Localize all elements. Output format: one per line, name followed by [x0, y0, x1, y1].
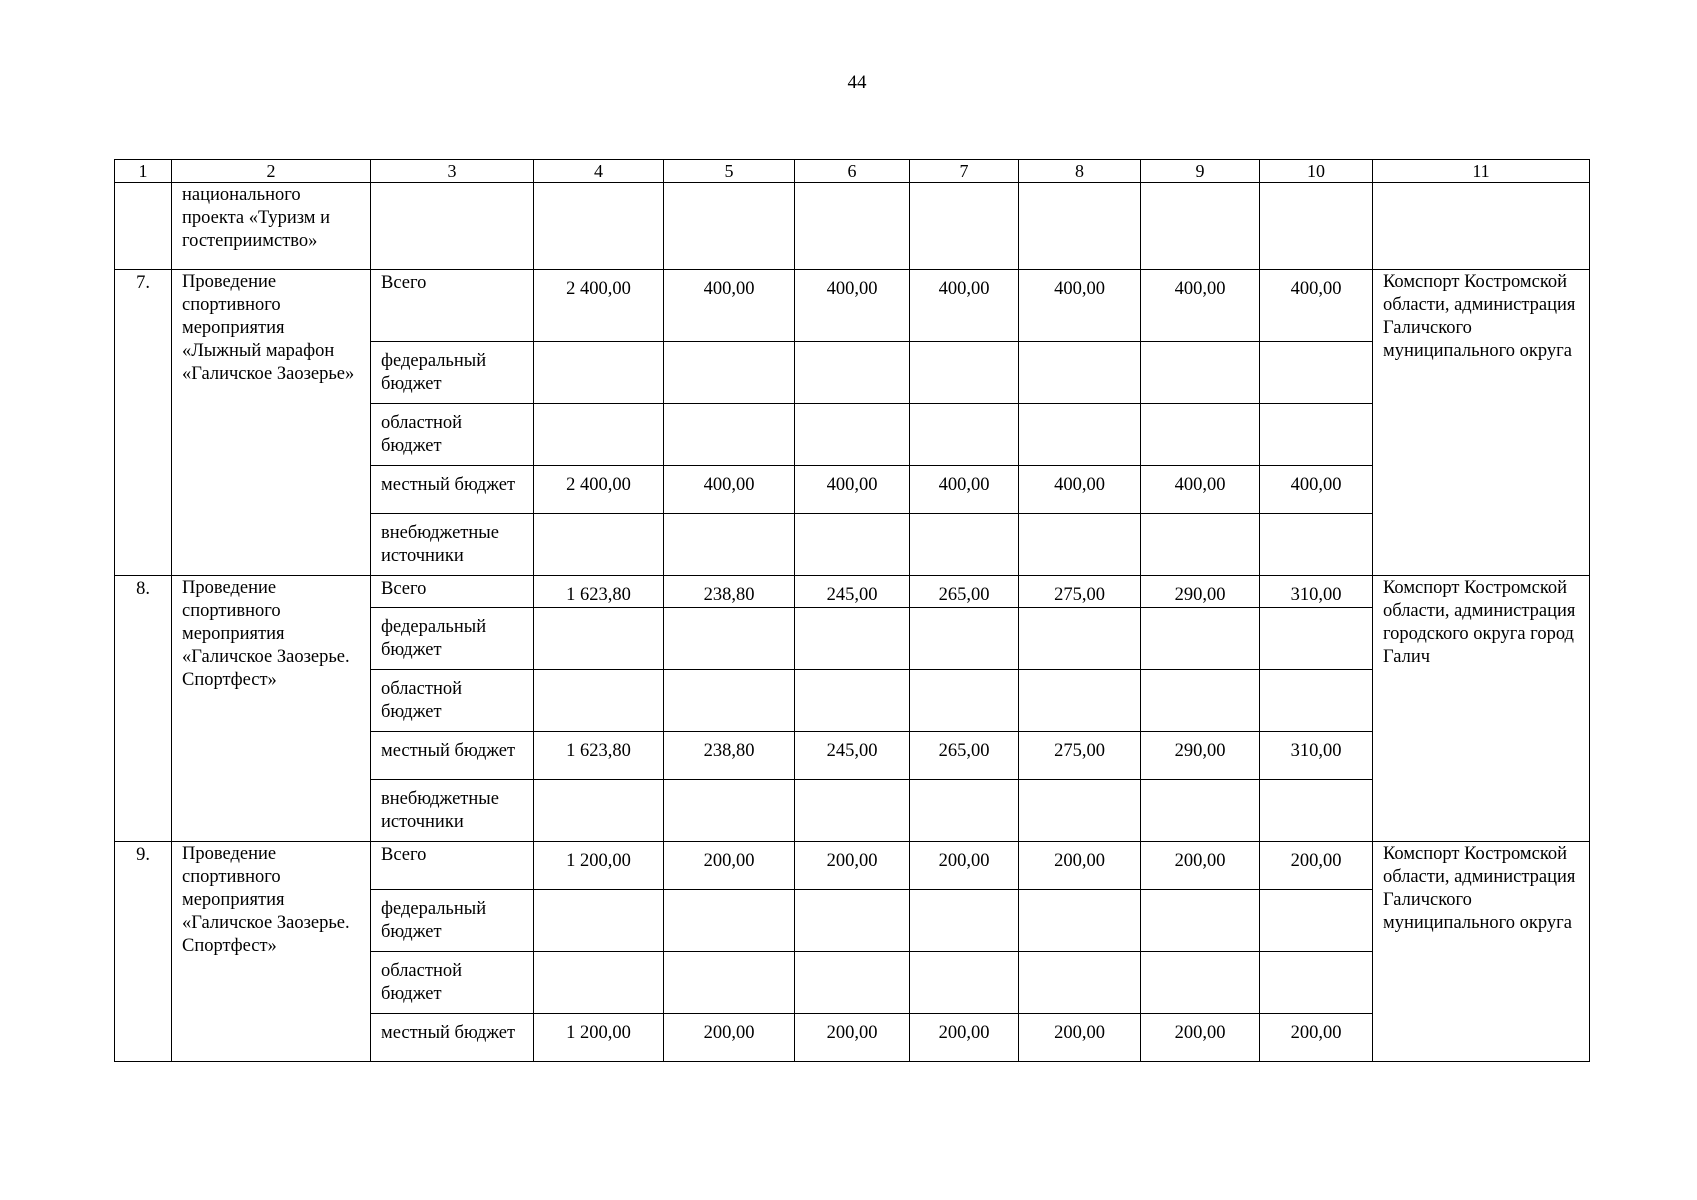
funding-value: [1141, 514, 1260, 576]
funding-value: 200,00: [1260, 1014, 1373, 1062]
funding-value: 400,00: [910, 466, 1019, 514]
funding-value: [1141, 342, 1260, 404]
page-number: 44: [847, 72, 867, 93]
funding-value: [1141, 890, 1260, 952]
funding-value: [1019, 890, 1141, 952]
cell-empty: [795, 183, 910, 270]
funding-value: [1260, 890, 1373, 952]
funding-value: [534, 608, 664, 670]
continuation-name: национального проекта «Туризм и гостеприимство»: [172, 183, 371, 270]
funding-value: 200,00: [1019, 1014, 1141, 1062]
funding-value: [795, 608, 910, 670]
funding-value: [795, 514, 910, 576]
funding-source-label: местный бюджет: [371, 732, 534, 780]
funding-value: 200,00: [1260, 842, 1373, 890]
funding-value: 245,00: [795, 576, 910, 608]
funding-value: [1260, 952, 1373, 1014]
event-name: Проведение спортивного мероприятия «Лыжный марафон «Галичское Заозерье»: [172, 270, 371, 576]
funding-value: [1141, 404, 1260, 466]
funding-source-label: Всего: [371, 842, 534, 890]
source-row: [115, 842, 1590, 890]
row-number: 8.: [115, 576, 172, 842]
funding-value: 310,00: [1260, 576, 1373, 608]
funding-value: [910, 952, 1019, 1014]
funding-value: [910, 780, 1019, 842]
event-name: Проведение спортивного мероприятия «Галичское Заозерье. Спортфест»: [172, 842, 371, 1062]
funding-value: 1 200,00: [534, 1014, 664, 1062]
funding-value: [795, 952, 910, 1014]
funding-source-label: местный бюджет: [371, 1014, 534, 1062]
funding-value: [1260, 404, 1373, 466]
funding-value: 275,00: [1019, 732, 1141, 780]
column-number: 2: [172, 160, 371, 183]
continuation-row: [115, 183, 1590, 270]
column-number: 3: [371, 160, 534, 183]
funding-value: 200,00: [795, 842, 910, 890]
column-number: 7: [910, 160, 1019, 183]
executor: Комспорт Костромской области, администрация Галичского муниципального округа: [1373, 842, 1590, 1062]
funding-value: 238,80: [664, 576, 795, 608]
funding-source-label: областной бюджет: [371, 404, 534, 466]
funding-value: [664, 342, 795, 404]
funding-value: 290,00: [1141, 732, 1260, 780]
funding-value: 200,00: [1019, 842, 1141, 890]
funding-source-label: областной бюджет: [371, 952, 534, 1014]
funding-value: 400,00: [1019, 466, 1141, 514]
funding-value: 400,00: [1260, 466, 1373, 514]
funding-value: [1141, 780, 1260, 842]
funding-value: [795, 670, 910, 732]
funding-value: 400,00: [910, 270, 1019, 342]
funding-value: [1141, 952, 1260, 1014]
funding-source-label: федеральный бюджет: [371, 608, 534, 670]
funding-value: 265,00: [910, 732, 1019, 780]
funding-value: [795, 342, 910, 404]
funding-value: 200,00: [1141, 1014, 1260, 1062]
funding-source-label: внебюджетные источники: [371, 514, 534, 576]
funding-value: [534, 890, 664, 952]
funding-value: [664, 780, 795, 842]
column-number: 9: [1141, 160, 1260, 183]
row-number: 7.: [115, 270, 172, 576]
funding-value: 200,00: [910, 842, 1019, 890]
funding-value: 400,00: [1019, 270, 1141, 342]
cell-empty: [1019, 183, 1141, 270]
cell-empty: [371, 183, 534, 270]
column-numbers-row: [115, 160, 1590, 183]
row-number: 9.: [115, 842, 172, 1062]
cell-empty: [1260, 183, 1373, 270]
funding-value: 265,00: [910, 576, 1019, 608]
funding-value: [1141, 608, 1260, 670]
funding-value: [664, 404, 795, 466]
funding-value: 1 623,80: [534, 576, 664, 608]
funding-value: 400,00: [795, 466, 910, 514]
funding-value: [534, 670, 664, 732]
funding-source-label: Всего: [371, 576, 534, 608]
source-row: [115, 576, 1590, 608]
funding-value: 200,00: [664, 1014, 795, 1062]
funding-value: [1260, 780, 1373, 842]
funding-value: [1141, 670, 1260, 732]
funding-value: [1019, 514, 1141, 576]
funding-source-label: федеральный бюджет: [371, 342, 534, 404]
funding-value: 275,00: [1019, 576, 1141, 608]
funding-value: [1019, 608, 1141, 670]
funding-value: [534, 780, 664, 842]
funding-value: [1260, 514, 1373, 576]
funding-value: 2 400,00: [534, 270, 664, 342]
funding-value: [910, 342, 1019, 404]
funding-value: 1 623,80: [534, 732, 664, 780]
funding-value: 290,00: [1141, 576, 1260, 608]
cell-empty: [1141, 183, 1260, 270]
funding-value: [534, 342, 664, 404]
funding-value: [664, 952, 795, 1014]
funding-value: [1019, 952, 1141, 1014]
column-number: 4: [534, 160, 664, 183]
funding-value: 200,00: [910, 1014, 1019, 1062]
funding-value: [1019, 670, 1141, 732]
table-body: [115, 160, 1590, 1062]
funding-value: [1260, 608, 1373, 670]
funding-value: 400,00: [1141, 270, 1260, 342]
funding-value: 400,00: [795, 270, 910, 342]
funding-value: [1019, 342, 1141, 404]
column-number: 5: [664, 160, 795, 183]
funding-value: 400,00: [664, 466, 795, 514]
column-number: 6: [795, 160, 910, 183]
cell-empty: [910, 183, 1019, 270]
executor: Комспорт Костромской области, администрация городского округа город Галич: [1373, 576, 1590, 842]
funding-value: [664, 514, 795, 576]
funding-value: [910, 890, 1019, 952]
funding-value: [1019, 404, 1141, 466]
funding-value: [795, 890, 910, 952]
funding-value: 400,00: [664, 270, 795, 342]
funding-value: [910, 670, 1019, 732]
funding-value: 400,00: [1141, 466, 1260, 514]
event-name: Проведение спортивного мероприятия «Галичское Заозерье. Спортфест»: [172, 576, 371, 842]
funding-value: 245,00: [795, 732, 910, 780]
budget-table: [114, 159, 1590, 1062]
funding-value: [664, 890, 795, 952]
column-number: 11: [1373, 160, 1590, 183]
funding-value: [910, 514, 1019, 576]
funding-value: [1260, 342, 1373, 404]
funding-value: [534, 514, 664, 576]
column-number: 8: [1019, 160, 1141, 183]
column-number: 1: [115, 160, 172, 183]
funding-value: 238,80: [664, 732, 795, 780]
source-row: [115, 270, 1590, 342]
funding-value: [910, 404, 1019, 466]
funding-value: [534, 404, 664, 466]
funding-value: 2 400,00: [534, 466, 664, 514]
executor: Комспорт Костромской области, администрация Галичского муниципального округа: [1373, 270, 1590, 576]
funding-value: [534, 952, 664, 1014]
funding-value: [664, 608, 795, 670]
cell-empty: [1373, 183, 1590, 270]
funding-value: [664, 670, 795, 732]
cell-empty: [115, 183, 172, 270]
funding-value: [1260, 670, 1373, 732]
funding-value: 310,00: [1260, 732, 1373, 780]
funding-source-label: Всего: [371, 270, 534, 342]
funding-value: 1 200,00: [534, 842, 664, 890]
funding-value: [795, 404, 910, 466]
cell-empty: [664, 183, 795, 270]
funding-value: [910, 608, 1019, 670]
funding-value: 200,00: [664, 842, 795, 890]
funding-value: 200,00: [795, 1014, 910, 1062]
funding-value: [1019, 780, 1141, 842]
funding-value: 400,00: [1260, 270, 1373, 342]
funding-source-label: федеральный бюджет: [371, 890, 534, 952]
funding-source-label: местный бюджет: [371, 466, 534, 514]
funding-value: 200,00: [1141, 842, 1260, 890]
funding-source-label: внебюджетные источники: [371, 780, 534, 842]
funding-value: [795, 780, 910, 842]
funding-source-label: областной бюджет: [371, 670, 534, 732]
cell-empty: [534, 183, 664, 270]
column-number: 10: [1260, 160, 1373, 183]
